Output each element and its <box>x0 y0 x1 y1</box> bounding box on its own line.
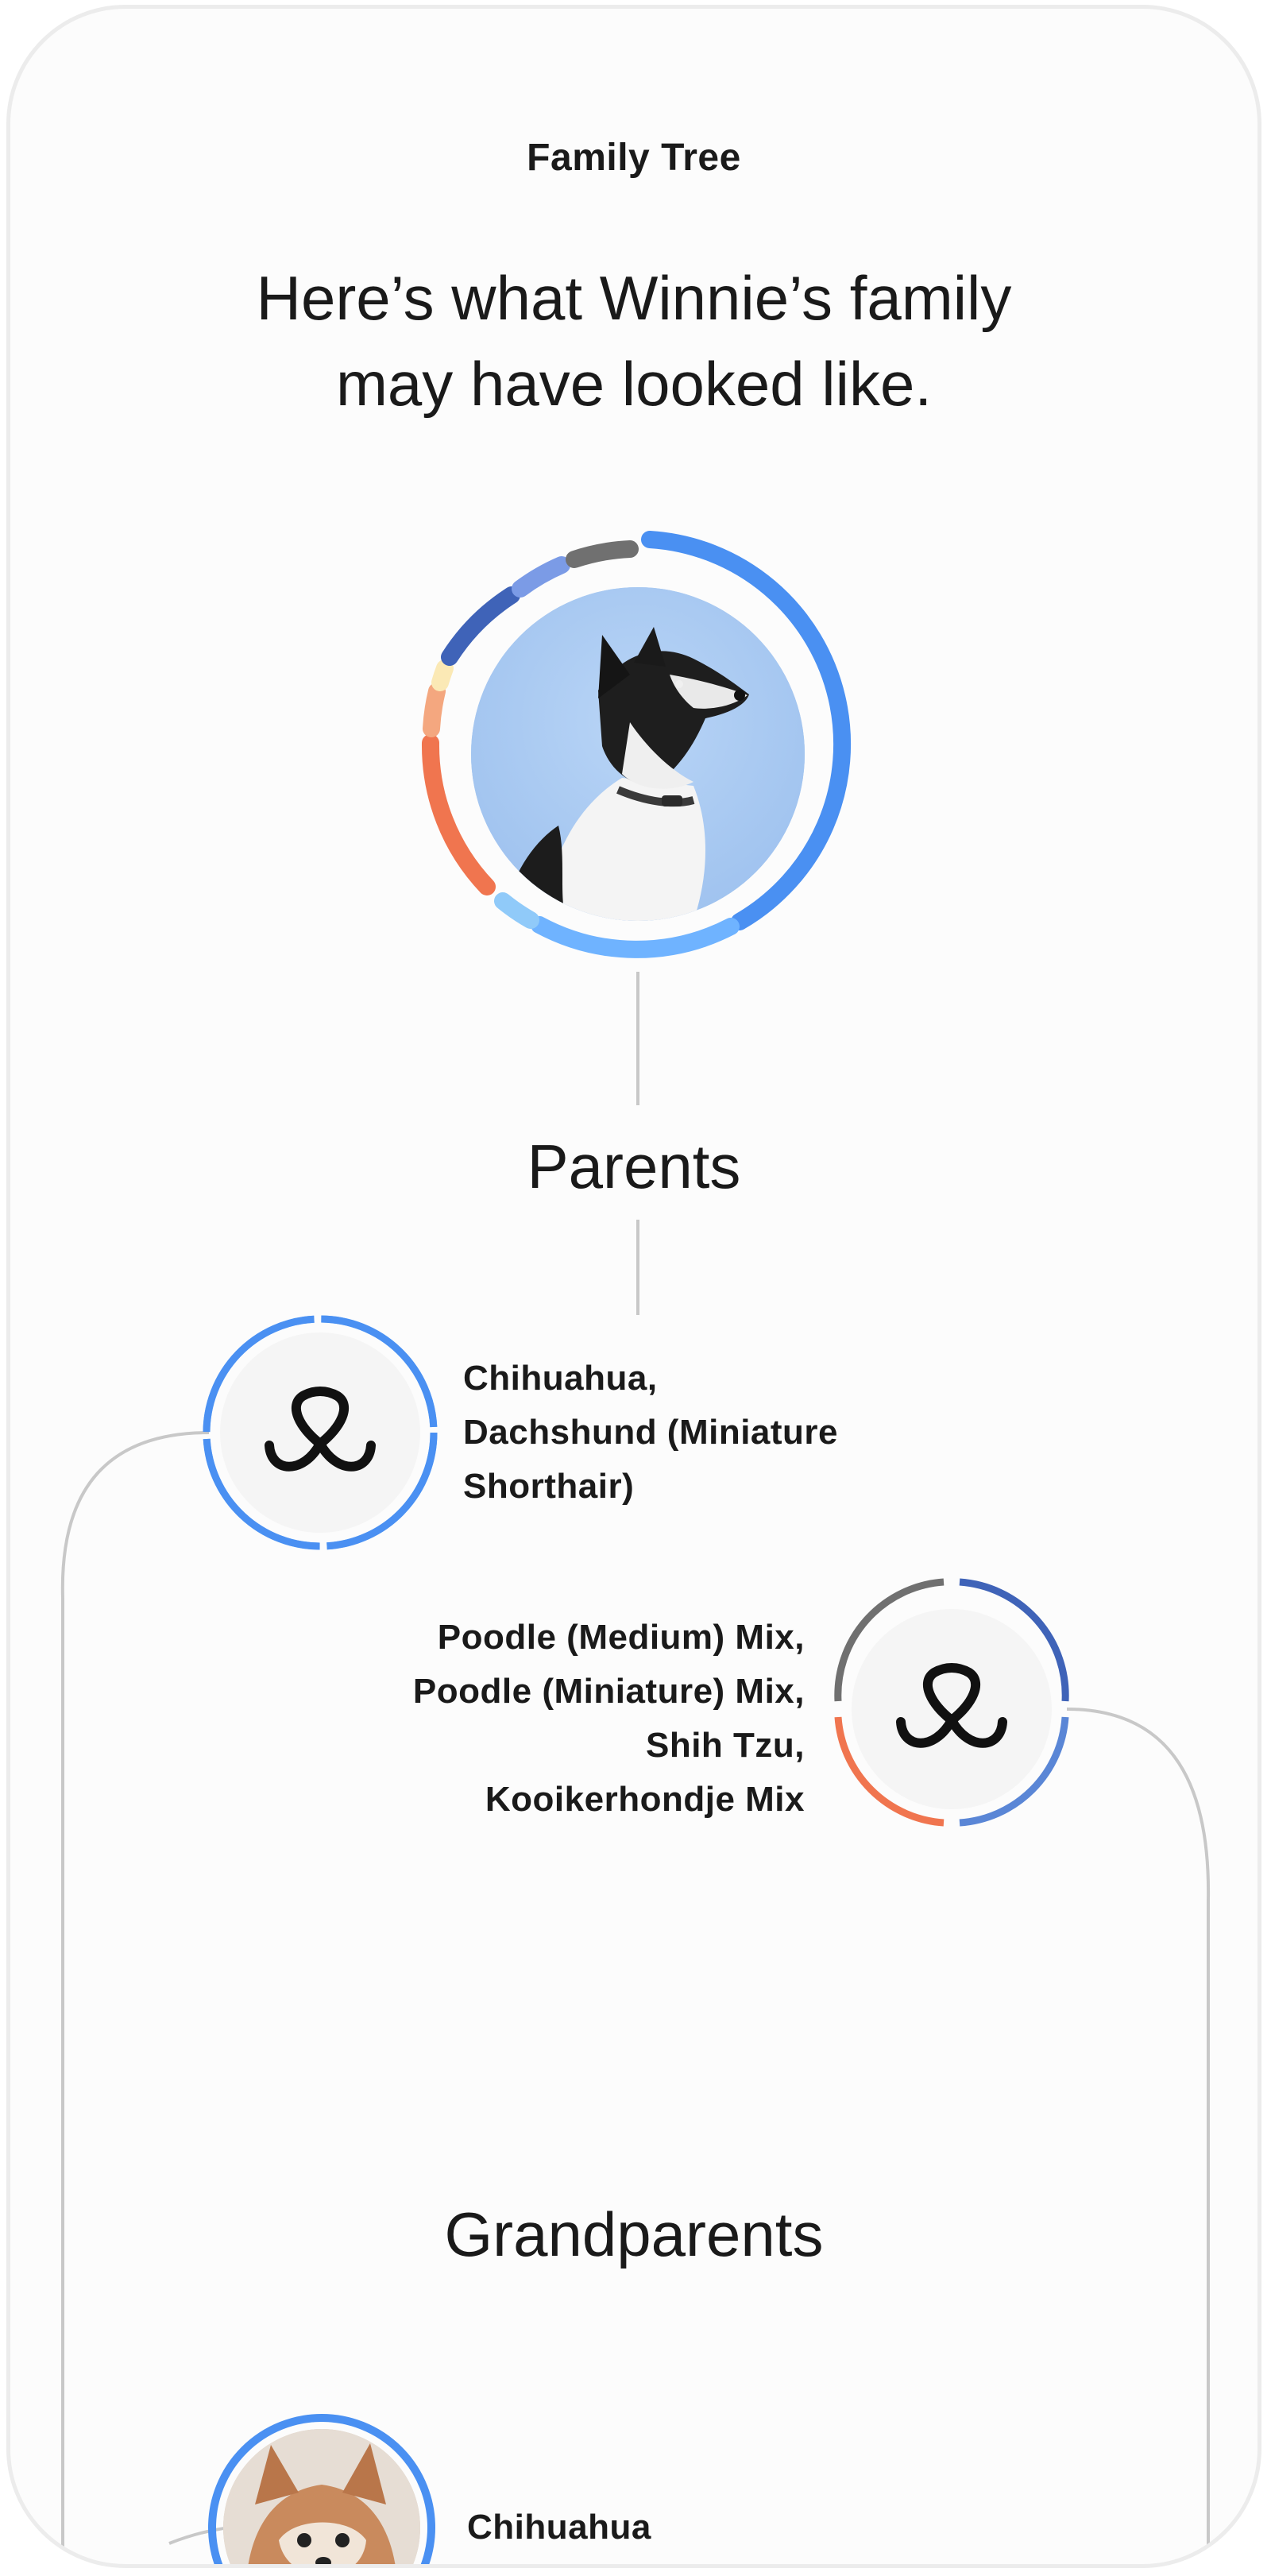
ring-seg-periwinkle <box>520 565 562 589</box>
headline-line-2: may have looked like. <box>335 349 933 419</box>
breed-line: Shih Tzu, <box>645 1726 805 1765</box>
breed-line: Dachshund (Miniature <box>463 1413 839 1452</box>
connector-parent-2-branch <box>1067 1709 1208 2564</box>
ring-seg-cream <box>440 668 445 683</box>
section-title-parents: Parents <box>527 1131 741 1201</box>
breed-line: Chihuahua <box>467 2508 651 2547</box>
parent-1-breeds <box>463 1352 838 1514</box>
breed-line: Shorthair) <box>463 1467 635 1506</box>
connector-parent-1-branch <box>63 1433 209 2564</box>
grandparent-1-breeds <box>467 2501 651 2555</box>
screen-title: Family Tree <box>527 137 741 179</box>
ring-seg-navy <box>450 595 512 657</box>
parent-2-breeds <box>413 1611 805 1827</box>
headline-line-1: Here’s what Winnie’s family <box>256 263 1012 333</box>
phone-frame <box>6 5 1261 2568</box>
ring-seg-gray <box>574 549 630 559</box>
breed-line: Chihuahua, <box>463 1359 658 1398</box>
dog-photo-icon <box>471 587 805 921</box>
ring-seg-peach <box>431 691 437 729</box>
main-dog-photo <box>471 587 805 921</box>
breed-line: Poodle (Medium) Mix, <box>437 1618 805 1657</box>
ring-seg-pale-blue <box>503 901 531 920</box>
ring-seg-light-blue <box>539 925 731 950</box>
section-title-grandparents: Grandparents <box>444 2199 824 2269</box>
breed-line: Poodle (Miniature) Mix, <box>412 1672 805 1711</box>
family-tree-graphic <box>10 9 1257 2564</box>
parent-1-icon-bg <box>220 1332 420 1533</box>
breed-line: Kooikerhondje Mix <box>485 1780 805 1819</box>
parent-2-icon-bg <box>852 1609 1052 1809</box>
